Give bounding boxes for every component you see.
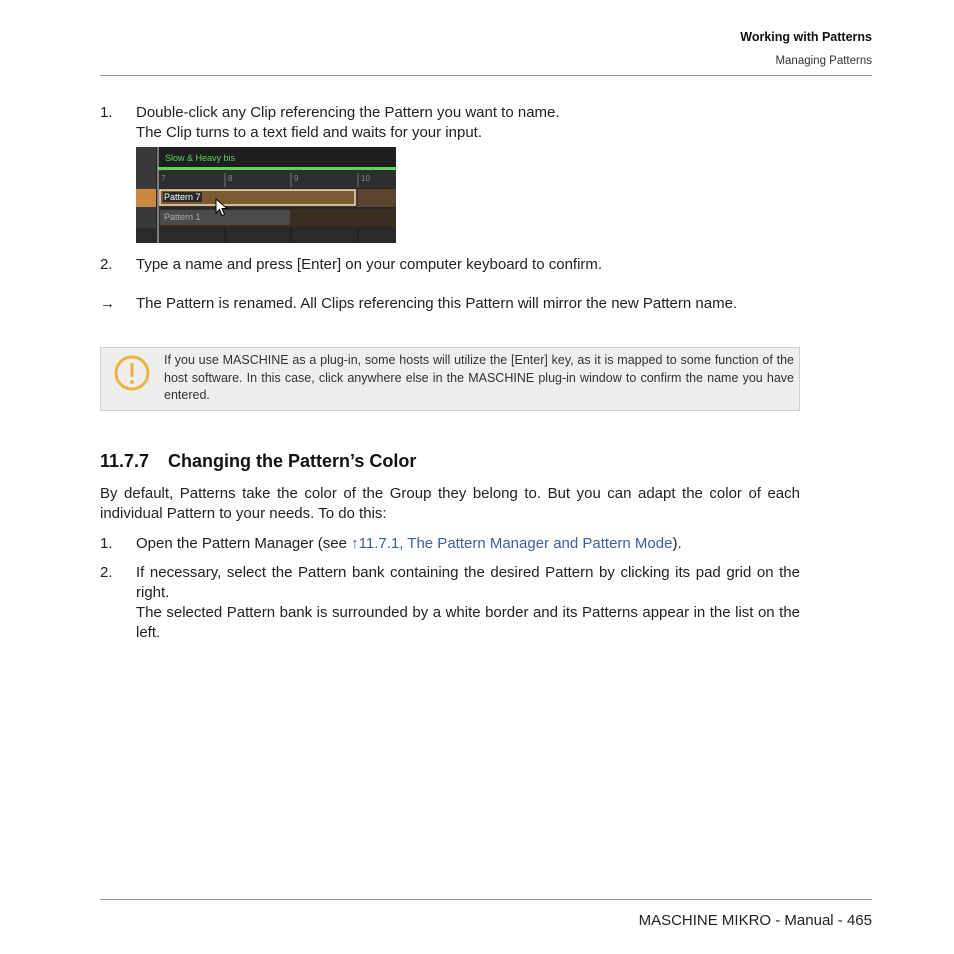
ruler-label: 10 bbox=[361, 174, 370, 183]
ruler-label: 8 bbox=[228, 174, 233, 183]
result-text: The Pattern is renamed. All Clips referencing this Pattern will mirror the new Pattern name. bbox=[136, 295, 738, 312]
step-line: If necessary, select the Pattern bank containing the desired Pattern by clicking its pad grid on the right. bbox=[136, 564, 800, 601]
footer-rule bbox=[100, 899, 872, 900]
step-number: 1. bbox=[100, 104, 113, 121]
step-number: 2. bbox=[100, 256, 113, 273]
step-text bbox=[136, 534, 800, 554]
running-header-subtitle: Managing Patterns bbox=[775, 55, 872, 67]
scene-name: Slow & Heavy bis bbox=[165, 153, 236, 163]
page-footer: MASCHINE MIKRO - Manual - 465 bbox=[638, 912, 872, 929]
section-title: Changing the Pattern’s Color bbox=[168, 451, 417, 471]
note-text: If you use MASCHINE as a plug-in, some hosts will utilize the [Enter] key, as it is mapped to some function of the host software. In this case, click anywhere else in the MASCHINE plug-in window to confirm the name you have entered. bbox=[164, 353, 794, 402]
step-text-post: ). bbox=[672, 535, 682, 552]
section-number: 11.7.7 bbox=[100, 451, 150, 471]
section-intro: By default, Patterns take the color of the Group they belong to. But you can adapt the color of each individual Pattern to your needs. To do this: bbox=[100, 485, 800, 522]
step-text-pre: Open the Pattern Manager (see bbox=[136, 535, 352, 552]
mouse-cursor-icon bbox=[215, 198, 229, 218]
clip-label: Pattern 1 bbox=[164, 212, 201, 222]
header-rule bbox=[100, 75, 872, 76]
ruler-label: 9 bbox=[294, 174, 299, 183]
step-line: The selected Pattern bank is surrounded by a white border and its Patterns appear in the list on the left. bbox=[136, 604, 800, 641]
ruler-label: 7 bbox=[161, 174, 166, 183]
result-arrow: → bbox=[100, 295, 115, 312]
note-box bbox=[100, 347, 800, 411]
cross-reference-link[interactable]: ↑11.7.1, The Pattern Manager and Pattern Mode bbox=[351, 535, 673, 552]
step-line: The Clip turns to a text field and waits for your input. bbox=[136, 124, 483, 141]
step-number: 1. bbox=[100, 535, 113, 552]
step-text bbox=[136, 563, 800, 643]
clip-name-field[interactable]: Pattern 7 bbox=[164, 192, 201, 202]
step-number: 2. bbox=[100, 564, 113, 581]
step-text: Type a name and press [Enter] on your computer keyboard to confirm. bbox=[136, 256, 603, 273]
arranger-screenshot bbox=[136, 147, 396, 243]
exclamation-circle-icon bbox=[114, 355, 150, 391]
step-text bbox=[136, 103, 800, 143]
step-line: Double-click any Clip referencing the Pattern you want to name. bbox=[136, 104, 560, 121]
running-header-title: Working with Patterns bbox=[740, 30, 872, 44]
